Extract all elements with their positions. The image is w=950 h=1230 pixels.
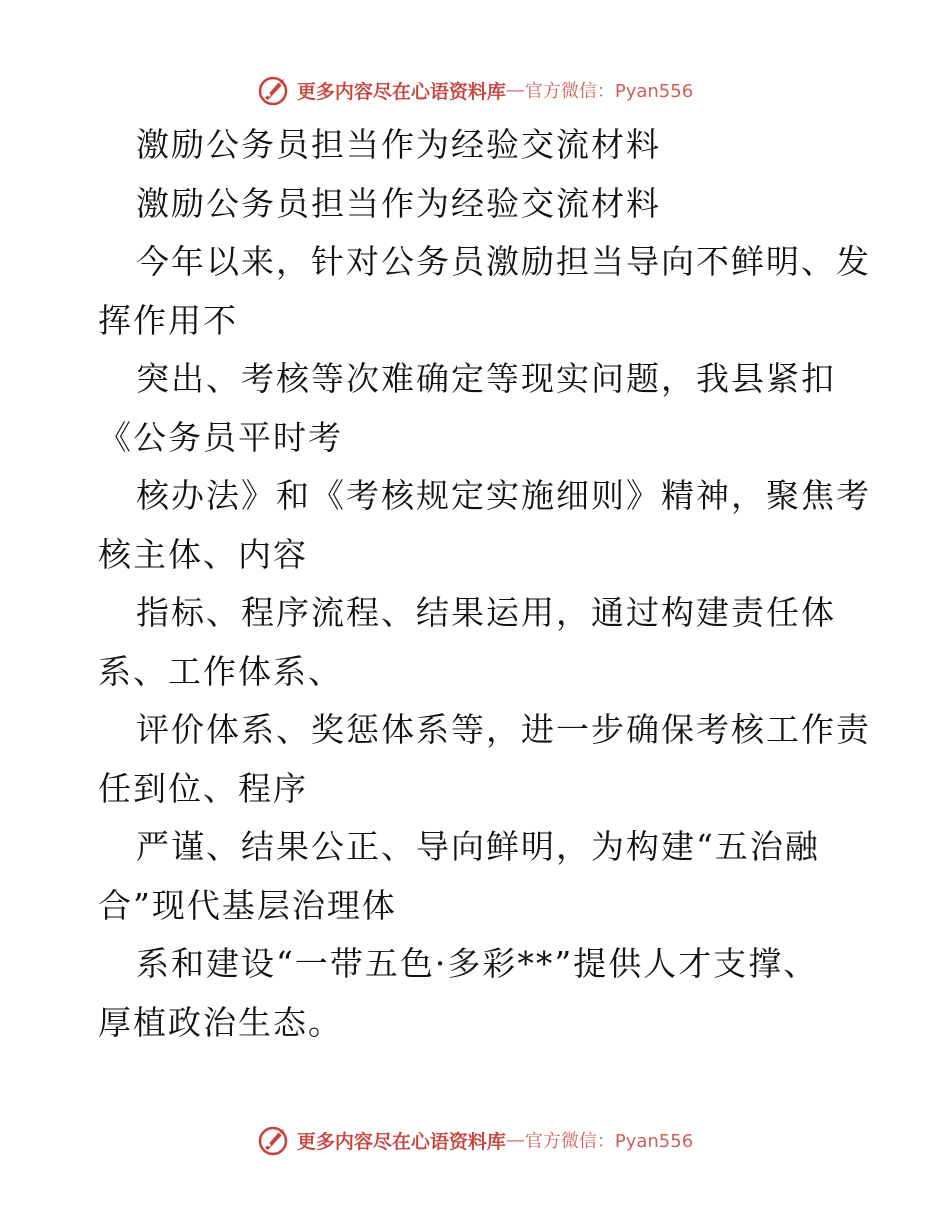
paragraph-line: 严谨、结果公正、导向鲜明，为构建“五治融 xyxy=(136,827,820,866)
paragraph-line: 指标、程序流程、结果运用，通过构建责任体 xyxy=(136,593,836,632)
paragraph-line: 系、工作体系、 xyxy=(98,651,343,691)
watermark-site-text: 更多内容尽在心语资料库 xyxy=(296,80,506,103)
paragraph-line: 核主体、内容 xyxy=(98,534,308,574)
paragraph-line: 突出、考核等次难确定等现实问题，我县紧扣 xyxy=(136,359,836,398)
pen-logo-icon xyxy=(257,1122,293,1158)
watermark-separator: — xyxy=(505,79,525,101)
footer-watermark xyxy=(0,1120,950,1160)
paragraph-line: 今年以来，针对公务员激励担当导向不鲜明、发 xyxy=(136,242,871,281)
document-title-line: 激励公务员担当作为经验交流材料 xyxy=(136,125,661,164)
watermark-site-text: 更多内容尽在心语资料库 xyxy=(296,1130,506,1153)
watermark-wechat-text: 官方微信：Pyan556 xyxy=(524,81,694,102)
paragraph-line: 评价体系、奖惩体系等，进一步确保考核工作责 xyxy=(136,710,871,749)
pen-logo-icon xyxy=(257,72,293,108)
paragraph-line: 任到位、程序 xyxy=(98,768,308,808)
paragraph-line: 挥作用不 xyxy=(98,300,238,340)
document-body xyxy=(98,116,871,1052)
document-title-line: 激励公务员担当作为经验交流材料 xyxy=(136,183,661,223)
paragraph-line: 核办法》和《考核规定实施细则》精神，聚焦考 xyxy=(136,476,871,515)
header-watermark xyxy=(0,70,950,110)
paragraph-line: 厚植政治生态。 xyxy=(98,1002,343,1042)
watermark-separator: — xyxy=(505,1129,525,1151)
paragraph-line: 系和建设“一带五色·多彩**”提供人才支撑、 xyxy=(136,944,819,983)
paragraph-line: 《公务员平时考 xyxy=(98,417,343,457)
paragraph-line: 合”现代基层治理体 xyxy=(98,885,397,925)
watermark-wechat-text: 官方微信：Pyan556 xyxy=(524,1131,694,1152)
